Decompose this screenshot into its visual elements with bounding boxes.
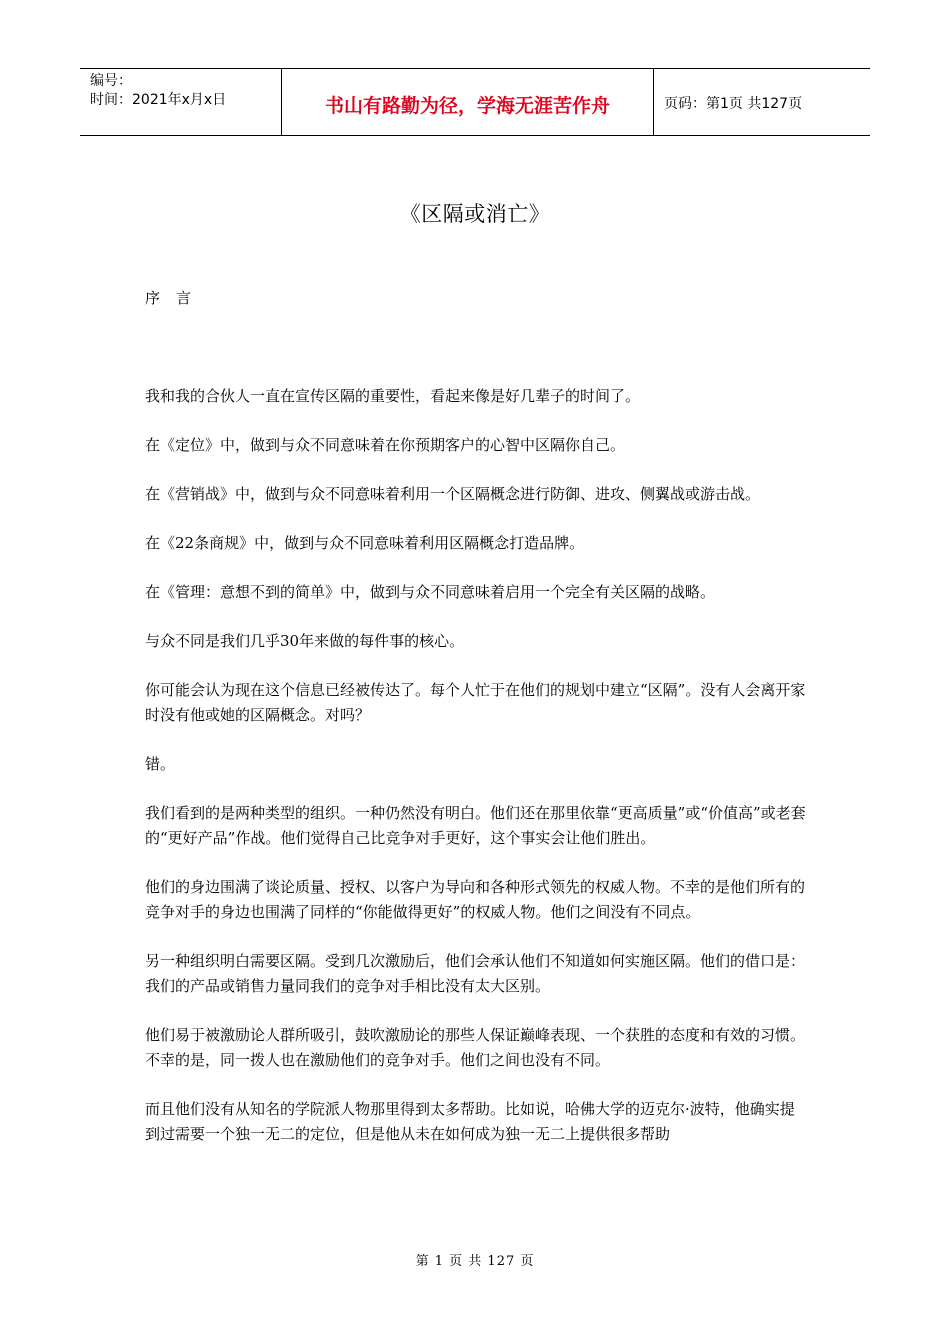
paragraph: 而且他们没有从知名的学院派人物那里得到太多帮助。比如说，哈佛大学的迈克尔·波特，他确实提到过需要一个独一无二的定位，但是他从未在如何成为独一无二上提供很多帮助 — [145, 1100, 795, 1143]
paragraph: 在《定位》中，做到与众不同意味着在你预期客户的心智中区隔你自己。 — [145, 436, 626, 454]
section-heading-char-2: 言 — [176, 289, 192, 307]
page-footer: 第 1 页 共 127 页 — [415, 1254, 535, 1269]
paragraph: 你可能会认为现在这个信息已经被传达了。每个人忙于在他们的规划中建立“区隔”。没有人会离开家时没有他或她的区隔概念。对吗？ — [145, 681, 806, 724]
document-header — [80, 68, 870, 136]
header-number-label: 编号： — [90, 73, 132, 89]
section-heading — [145, 287, 191, 308]
paragraph: 另一种组织明白需要区隔。受到几次激励后，他们会承认他们不知道如何实施区隔。他们的借口是：我们的产品或销售力量同我们的竞争对手相比没有太大区别。 — [145, 952, 806, 995]
header-meta-cell — [80, 69, 282, 135]
body-text — [145, 384, 809, 1171]
paragraph: 在《22条商规》中，做到与众不同意味着利用区隔概念打造品牌。 — [145, 534, 585, 552]
paragraph: 我和我的合伙人一直在宣传区隔的重要性，看起来像是好几辈子的时间了。 — [145, 387, 641, 405]
document-title: 《区隔或消亡》 — [399, 202, 551, 226]
paragraph: 我们看到的是两种类型的组织。一种仍然没有明白。他们还在那里依靠“更高质量”或“价值高”或老套的“更好产品”作战。他们觉得自己比竞争对手更好，这个事实会让他们胜出。 — [145, 804, 806, 847]
header-page-info: 页码：第1页 共127页 — [664, 96, 803, 112]
section-heading-char-1: 序 — [145, 289, 161, 307]
header-motto: 书山有路勤为径，学海无涯苦作舟 — [282, 69, 654, 135]
paragraph: 错。 — [145, 755, 176, 773]
paragraph: 与众不同是我们几乎30年来做的每件事的核心。 — [145, 632, 465, 650]
paragraph: 在《营销战》中，做到与众不同意味着利用一个区隔概念进行防御、进攻、侧翼战或游击战。 — [145, 485, 761, 503]
header-time-label: 时间：2021年x月x日 — [90, 92, 227, 108]
paragraph: 在《管理：意想不到的简单》中，做到与众不同意味着启用一个完全有关区隔的战略。 — [145, 583, 716, 601]
paragraph: 他们的身边围满了谈论质量、授权、以客户为导向和各种形式领先的权威人物。不幸的是他们所有的竞争对手的身边也围满了同样的“你能做得更好”的权威人物。他们之间没有不同点。 — [145, 878, 806, 921]
paragraph: 他们易于被激励论人群所吸引，鼓吹激励论的那些人保证巅峰表现、一个获胜的态度和有效的习惯。不幸的是，同一拨人也在激励他们的竞争对手。他们之间也没有不同。 — [145, 1026, 806, 1069]
